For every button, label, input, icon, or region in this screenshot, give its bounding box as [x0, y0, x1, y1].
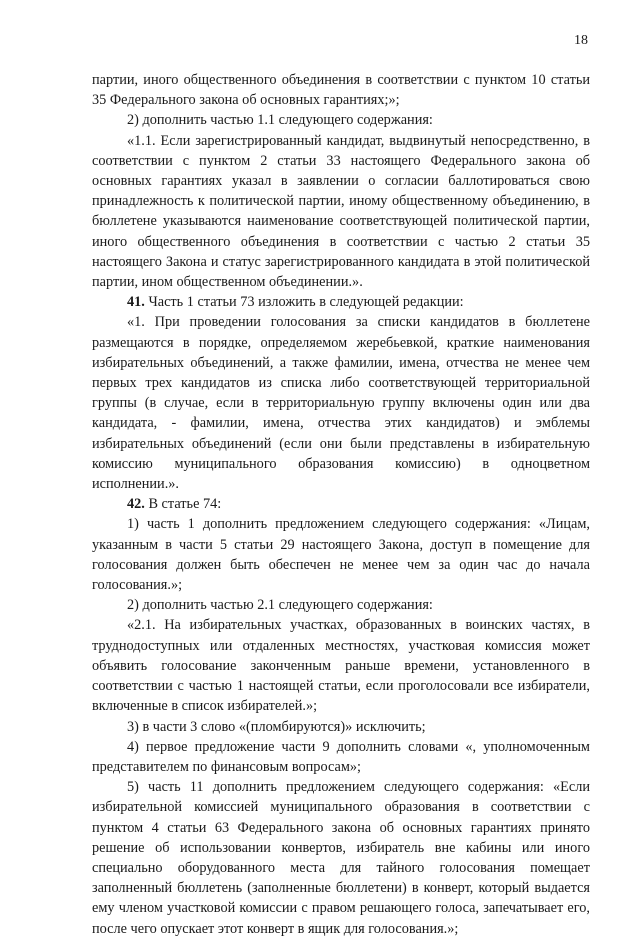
paragraph-part-2-1: «2.1. На избирательных участках, образованных в воинских частях, в труднодоступных или отдаленных местностях, участковая комиссия может объявить голосование законченным раньше времени, установленного в соответствии с частью 1 настоящей статьи, если проголосовали все избиратели, включенные в список избирателей.»;	[92, 617, 590, 715]
paragraph-item-42-5: 5) часть 11 дополнить предложением следующего содержания: «Если избирательной комиссией муниципального образования в соответствии с пунктом 4 статьи 63 Федерального закона об основных гарантиях принято решение об использовании конвертов, избиратель вне кабины или иного специально оборудованного места для тайного голосования помещает заполненный бюллетень (заполненные бюллетени) в конверт, который выдается ему членом участковой комиссии с правом решающего голоса, запечатывает его, после чего опускает этот конверт в ящик для голосования.»;	[92, 779, 590, 937]
paragraph-part-1-1: «1.1. Если зарегистрированный кандидат, выдвинутый непосредственно, в соответствии с пунктом 2 статьи 33 настоящего Федерального закона об основных гарантиях указал в заявлении о согласии баллотироваться свою принадлежность к политической партии, иному общественному объединению, в бюллетене указываются наименование соответствующей политической партии, иного общественного объединения в соответствии с частью 2 статьи 35 настоящего Закона и статус зарегистрированного кандидата в этой политической партии, ином общественном объединении.».	[92, 132, 590, 291]
paragraph-section-41	[92, 292, 590, 312]
paragraph-item-42-4: 4) первое предложение части 9 дополнить словами «, уполномоченным представителем по финансовым вопросам»;	[92, 738, 590, 775]
paragraph-continuation: партии, иного общественного объединения в соответствии с пунктом 10 статьи 35 Федерального закона об основных гарантиях;»;	[92, 72, 590, 109]
paragraph-item-2: 2) дополнить частью 1.1 следующего содержания:	[127, 112, 433, 129]
paragraph-section-42	[92, 494, 590, 514]
section-41-text: Часть 1 статьи 73 изложить в следующей редакции:	[144, 294, 464, 311]
paragraph-item-42-3: 3) в части 3 слово «(пломбируются)» исключить;	[127, 718, 426, 735]
paragraph-part-1-text: «1. При проведении голосования за списки кандидатов в бюллетене размещаются в порядке, определяемом жеребьевкой, краткие наименования избирательных объединений, а также фамилии, имена, отчества не менее чем первых трех кандидатов из списка либо соответствующей территориальной группы (в случае, если в территориальную группу включены один или два кандидата, - фамилии, имена, отчества этих кандидатов) и эмблемы избирательных объединений (если они были представлены в избирательную комиссию муниципального образования комиссию) в одноцветном исполнении.».	[92, 314, 590, 493]
document-body	[92, 70, 590, 939]
page-number: 18	[574, 33, 588, 48]
section-number-41: 41.	[127, 294, 145, 311]
section-number-42: 42.	[127, 496, 145, 513]
section-42-text: В статье 74:	[144, 496, 222, 513]
paragraph-item-42-2: 2) дополнить частью 2.1 следующего содержания:	[127, 597, 433, 614]
paragraph-item-42-1: 1) часть 1 дополнить предложением следующего содержания: «Лицам, указанным в части 5 статьи 29 настоящего Закона, доступ в помещение для голосования должен быть обеспечен не менее чем за один час до начала голосования.»;	[92, 516, 590, 594]
